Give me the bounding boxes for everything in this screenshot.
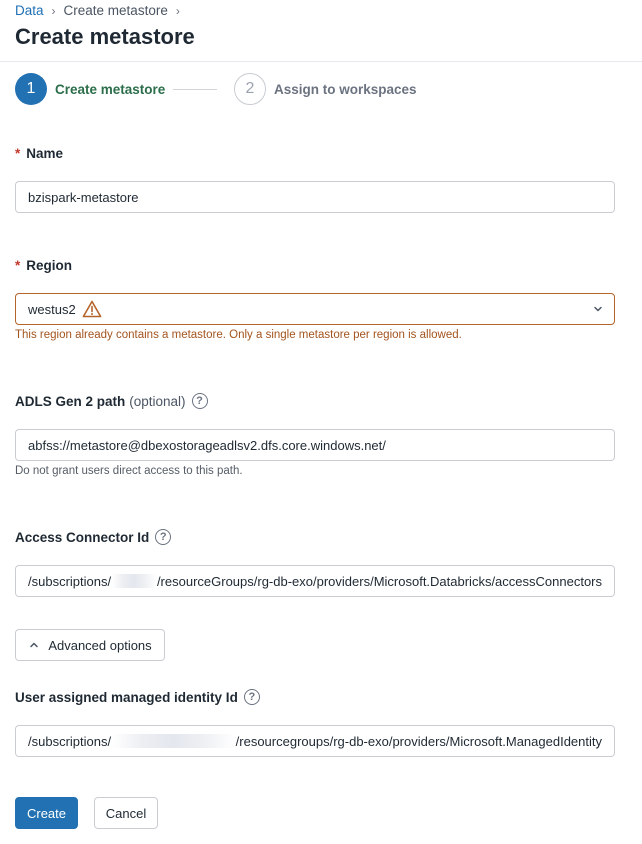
cancel-button[interactable]: Cancel	[94, 797, 158, 829]
help-circle-icon[interactable]: ?	[244, 689, 260, 705]
adls-hint: Do not grant users direct access to this path.	[15, 465, 243, 477]
region-label-text: Region	[26, 258, 73, 273]
required-mark: *	[15, 258, 21, 273]
chevron-up-icon	[28, 639, 40, 651]
access-connector-value-suffix: /resourceGroups/rg-db-exo/providers/Microsoft.Databricks/accessConnectors	[156, 573, 602, 589]
adls-optional-text: (optional)	[129, 393, 186, 409]
managed-identity-label	[15, 689, 260, 705]
header-divider	[0, 61, 642, 62]
step-connector	[173, 89, 217, 90]
help-circle-icon[interactable]: ?	[155, 529, 171, 545]
step-label: Create metastore	[55, 81, 166, 97]
region-error-message: This region already contains a metastore. Only a single metastore per region is allowed.	[15, 329, 462, 341]
chevron-right-icon: ›	[175, 3, 180, 18]
help-circle-icon[interactable]: ?	[192, 393, 208, 409]
advanced-options-label: Advanced options	[48, 637, 152, 653]
adls-label-text: ADLS Gen 2 path	[15, 393, 126, 409]
breadcrumb	[15, 3, 188, 18]
managed-identity-input[interactable]	[15, 725, 615, 757]
chevron-right-icon: ›	[51, 3, 56, 18]
chevron-down-icon	[592, 303, 604, 318]
step-number-circle: 2	[234, 73, 266, 105]
advanced-options-button[interactable]	[15, 629, 165, 661]
adls-path-value: abfss://metastore@dbexostorageadlsv2.dfs.core.windows.net/	[28, 437, 386, 453]
step-number-circle: 1	[15, 73, 47, 105]
managed-identity-value-prefix: /subscriptions/	[28, 733, 112, 749]
breadcrumb-data-link[interactable]: Data	[15, 3, 44, 18]
redacted-value	[112, 574, 156, 588]
step-create-metastore	[15, 73, 165, 105]
step-label: Assign to workspaces	[274, 81, 417, 97]
redacted-value	[112, 734, 235, 748]
create-button[interactable]: Create	[15, 797, 78, 829]
name-label	[15, 146, 63, 161]
region-label	[15, 258, 72, 273]
step-assign-workspaces	[234, 73, 417, 105]
warning-triangle-icon	[82, 300, 102, 318]
access-connector-label-text: Access Connector Id	[15, 529, 150, 545]
access-connector-value-prefix: /subscriptions/	[28, 573, 112, 589]
breadcrumb-current: Create metastore	[63, 3, 168, 18]
managed-identity-value-suffix: /resourcegroups/rg-db-exo/providers/Microsoft.ManagedIdentity	[235, 733, 602, 749]
managed-identity-label-text: User assigned managed identity Id	[15, 689, 238, 705]
name-label-text: Name	[26, 146, 64, 161]
name-input[interactable]	[15, 181, 615, 213]
access-connector-label	[15, 529, 171, 545]
adls-label	[15, 393, 208, 409]
required-mark: *	[15, 146, 21, 161]
page-title: Create metastore	[15, 24, 195, 49]
adls-path-input[interactable]	[15, 429, 615, 461]
access-connector-input[interactable]	[15, 565, 615, 597]
name-input-value: bzispark-metastore	[28, 189, 139, 205]
region-select-value: westus2	[28, 301, 76, 317]
region-select[interactable]	[15, 293, 615, 325]
